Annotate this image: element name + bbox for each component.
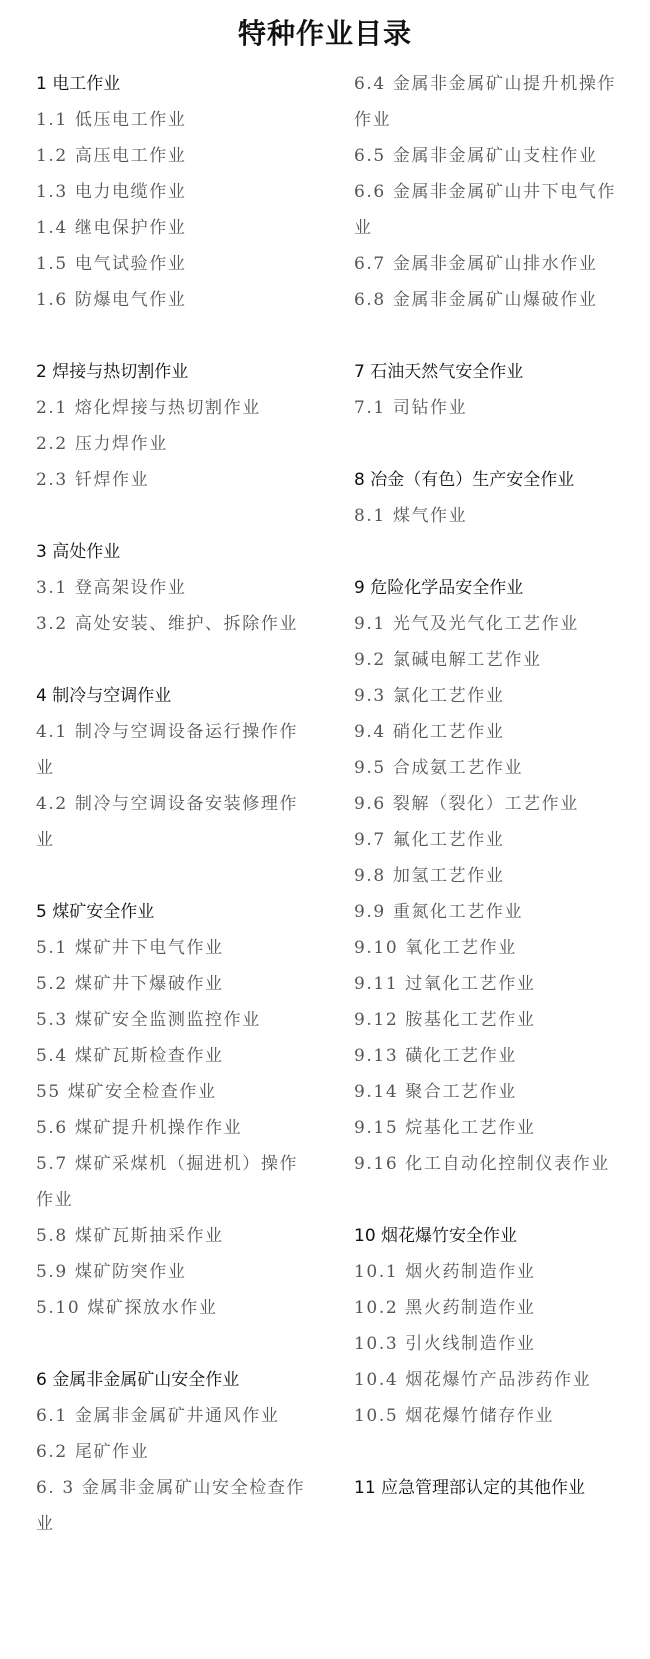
list-item: 9.5 合成氨工艺作业 xyxy=(354,758,524,778)
list-item: 10.5 烟花爆竹储存作业 xyxy=(354,1406,555,1426)
list-item: 3.1 登高架设作业 xyxy=(36,578,187,598)
section-heading-metal-mine: 6 金属非金属矿山安全作业 xyxy=(36,1370,240,1390)
section-heading-electrical: 1 电工作业 xyxy=(36,74,121,94)
section-heading-coal-mine: 5 煤矿安全作业 xyxy=(36,902,155,922)
list-item: 2.3 钎焊作业 xyxy=(36,470,150,490)
list-item: 6.1 金属非金属矿井通风作业 xyxy=(36,1406,280,1426)
list-item: 6.2 尾矿作业 xyxy=(36,1442,150,1462)
list-item: 4.2 制冷与空调设备安装修理作业 xyxy=(36,794,299,850)
list-item: 9.1 光气及光气化工艺作业 xyxy=(354,614,579,634)
list-item: 9.11 过氧化工艺作业 xyxy=(354,974,536,994)
list-item: 5.1 煤矿井下电气作业 xyxy=(36,938,224,958)
list-item: 9.4 硝化工艺作业 xyxy=(354,722,505,742)
list-item: 5.7 煤矿采煤机（掘进机）操作作业 xyxy=(36,1154,299,1210)
section-heading-metallurgy: 8 冶金（有色）生产安全作业 xyxy=(354,470,575,490)
list-item: 5.10 煤矿探放水作业 xyxy=(36,1298,218,1318)
list-item: 5.6 煤矿提升机操作作业 xyxy=(36,1118,243,1138)
list-item: 9.14 聚合工艺作业 xyxy=(354,1082,517,1102)
list-item: 2.1 熔化焊接与热切割作业 xyxy=(36,398,261,418)
list-item: 9.16 化工自动化控制仪表作业 xyxy=(354,1154,610,1174)
list-item: 1.2 高压电工作业 xyxy=(36,146,187,166)
list-item: 6.5 金属非金属矿山支柱作业 xyxy=(354,146,598,166)
list-item: 10.2 黑火药制造作业 xyxy=(354,1298,536,1318)
list-item: 9.3 氯化工艺作业 xyxy=(354,686,505,706)
list-item: 5.3 煤矿安全监测监控作业 xyxy=(36,1010,261,1030)
list-item: 5.2 煤矿井下爆破作业 xyxy=(36,974,224,994)
list-item: 4.1 制冷与空调设备运行操作作业 xyxy=(36,722,299,778)
list-item: 1.4 继电保护作业 xyxy=(36,218,187,238)
list-item: 9.7 氟化工艺作业 xyxy=(354,830,505,850)
section-heading-welding: 2 焊接与热切割作业 xyxy=(36,362,189,382)
page-title: 特种作业目录 xyxy=(237,17,412,50)
list-item: 9.8 加氢工艺作业 xyxy=(354,866,505,886)
list-item: 10.1 烟火药制造作业 xyxy=(354,1262,536,1282)
list-item: 2.2 压力焊作业 xyxy=(36,434,168,454)
section-heading-fireworks: 10 烟花爆竹安全作业 xyxy=(354,1226,518,1246)
list-item: 5.9 煤矿防突作业 xyxy=(36,1262,187,1282)
list-item: 6.7 金属非金属矿山排水作业 xyxy=(354,254,598,274)
list-item: 9.9 重氮化工艺作业 xyxy=(354,902,524,922)
list-item: 9.10 氧化工艺作业 xyxy=(354,938,517,958)
list-item: 1.1 低压电工作业 xyxy=(36,110,187,130)
section-heading-refrigeration: 4 制冷与空调作业 xyxy=(36,686,172,706)
section-heading-other: 11 应急管理部认定的其他作业 xyxy=(354,1478,586,1498)
list-item: 6. 3 金属非金属矿山安全检查作业 xyxy=(36,1478,306,1534)
list-item: 6.8 金属非金属矿山爆破作业 xyxy=(354,290,598,310)
list-item: 5.4 煤矿瓦斯检查作业 xyxy=(36,1046,224,1066)
section-heading-hazardous-chemicals: 9 危险化学品安全作业 xyxy=(354,578,524,598)
list-item: 9.2 氯碱电解工艺作业 xyxy=(354,650,542,670)
list-item: 6.6 金属非金属矿山井下电气作业 xyxy=(354,182,617,238)
list-item: 10.3 引火线制造作业 xyxy=(354,1334,536,1354)
section-heading-height: 3 高处作业 xyxy=(36,542,121,562)
list-item: 9.6 裂解（裂化）工艺作业 xyxy=(354,794,579,814)
left-column xyxy=(36,66,308,1542)
list-item: 9.13 磺化工艺作业 xyxy=(354,1046,517,1066)
list-item: 3.2 高处安装、维护、拆除作业 xyxy=(36,614,299,634)
list-item: 1.5 电气试验作业 xyxy=(36,254,187,274)
list-item: 6.4 金属非金属矿山提升机操作作业 xyxy=(354,74,617,130)
list-item: 9.15 烷基化工艺作业 xyxy=(354,1118,536,1138)
list-item: 5.8 煤矿瓦斯抽采作业 xyxy=(36,1226,224,1246)
right-column xyxy=(354,66,624,1506)
list-item: 1.3 电力电缆作业 xyxy=(36,182,187,202)
list-item: 7.1 司钻作业 xyxy=(354,398,468,418)
list-item: 8.1 煤气作业 xyxy=(354,506,468,526)
list-item: 1.6 防爆电气作业 xyxy=(36,290,187,310)
list-item: 55 煤矿安全检查作业 xyxy=(36,1082,217,1102)
list-item: 9.12 胺基化工艺作业 xyxy=(354,1010,536,1030)
list-item: 10.4 烟花爆竹产品涉药作业 xyxy=(354,1370,592,1390)
section-heading-petroleum: 7 石油天然气安全作业 xyxy=(354,362,524,382)
